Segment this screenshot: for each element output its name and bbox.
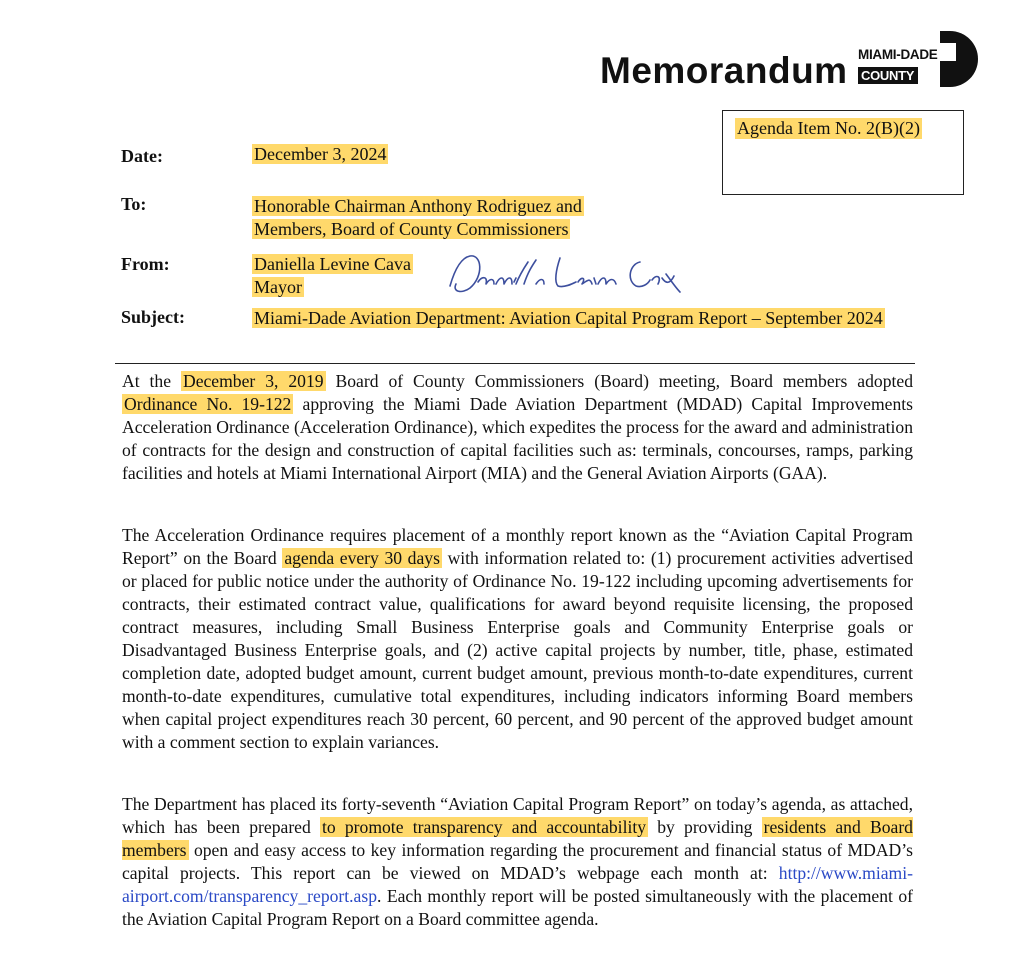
mayor-signature (440, 248, 685, 300)
logo-line-1: MIAMI-DADE (858, 47, 938, 62)
paragraph-2 (122, 524, 913, 754)
signature-icon (440, 248, 685, 300)
to-line-1: Honorable Chairman Anthony Rodriguez and (254, 196, 582, 216)
date-label: Date: (121, 146, 163, 166)
agenda-item-number: Agenda Item No. 2(B)(2) (737, 118, 920, 138)
date-value-text: December 3, 2024 (254, 144, 387, 164)
from-value (252, 253, 413, 299)
p3-text-c: open and easy access to key information regarding the procurement and financial status of MDAD’s capital projects. This report can be viewed on MDAD’s webpage each month at: (122, 840, 913, 883)
paragraph-3 (122, 793, 913, 931)
subject-text: Miami-Dade Aviation Department: Aviation Capital Program Report – September 2024 (254, 308, 883, 328)
p1-text-b: Board of County Commissioners (Board) meeting, Board members adopted (325, 371, 913, 391)
subject-value (252, 307, 912, 330)
from-name: Daniella Levine Cava (254, 254, 411, 274)
from-title: Mayor (254, 277, 302, 297)
p2-highlight-agenda: agenda every 30 days (284, 548, 440, 568)
p1-highlight-date: December 3, 2019 (182, 371, 324, 391)
subject-label: Subject: (121, 307, 185, 327)
logo-line-2: COUNTY (858, 67, 918, 84)
transparency-report-link[interactable]: http://www.miami-airport.com/transparency_report.asp (122, 863, 913, 906)
to-value (252, 195, 584, 241)
p3-text-d: . Each monthly report will be posted simultaneously with the placement of the Aviation Capital Program Report on a Board committee agenda. (122, 886, 913, 929)
miami-dade-county-logo (854, 30, 978, 90)
p2-text-b: with information related to: (1) procurement activities advertised or placed for public notice under the authority of Ordinance No. 19-122 including upcoming advertisements for contracts, their estimated contract value, qualifications for award beyond requisite licensing, the proposed contract measures, including Small Business Enterprise goals and Community Enterprise goals or Disadvantaged Business Enterprise goals, and (2) active capital projects by number, title, phase, estimated completion date, adopted budget amount, current budget amount, previous month-to-date expenditures, current month-to-date expenditures, cumulative total expenditures, including indicators informing Board members when capital project expenditures reach 30 percent, 60 percent, and 90 percent of the approved budget amount with a comment section to explain variances. (122, 548, 913, 752)
p3-highlight-transparency: to promote transparency and accountability (321, 817, 647, 837)
paragraph-1 (122, 370, 913, 485)
memo-title: Memorandum (600, 50, 848, 91)
p3-text-a: The Department has placed its forty-seventh “Aviation Capital Program Report” on today’s agenda, as attached, which has been prepared (122, 794, 913, 837)
p1-text-c: approving the Miami Dade Aviation Department (MDAD) Capital Improvements Acceleration Ordinance (Acceleration Ordinance), which expedites the process for the award and administration of contracts for the design and construction of capital facilities such as: terminals, concourses, ramps, parking facilities and hotels at Miami International Airport (MIA) and the General Aviation Airports (GAA). (122, 394, 913, 483)
p1-text-a: At the (122, 371, 181, 391)
from-label: From: (121, 254, 170, 274)
agenda-item-box (722, 110, 964, 195)
to-label: To: (121, 194, 147, 214)
p2-text-a: The Acceleration Ordinance requires placement of a monthly report known as the “Aviation Capital Program Report” on the Board (122, 525, 913, 568)
to-line-2: Members, Board of County Commissioners (254, 219, 569, 239)
date-value (252, 143, 388, 166)
p3-text-b: by providing (648, 817, 762, 837)
p1-highlight-ordinance: Ordinance No. 19-122 (124, 394, 292, 414)
header-divider (115, 363, 915, 364)
p3-highlight-residents: residents and Board members (122, 817, 913, 860)
